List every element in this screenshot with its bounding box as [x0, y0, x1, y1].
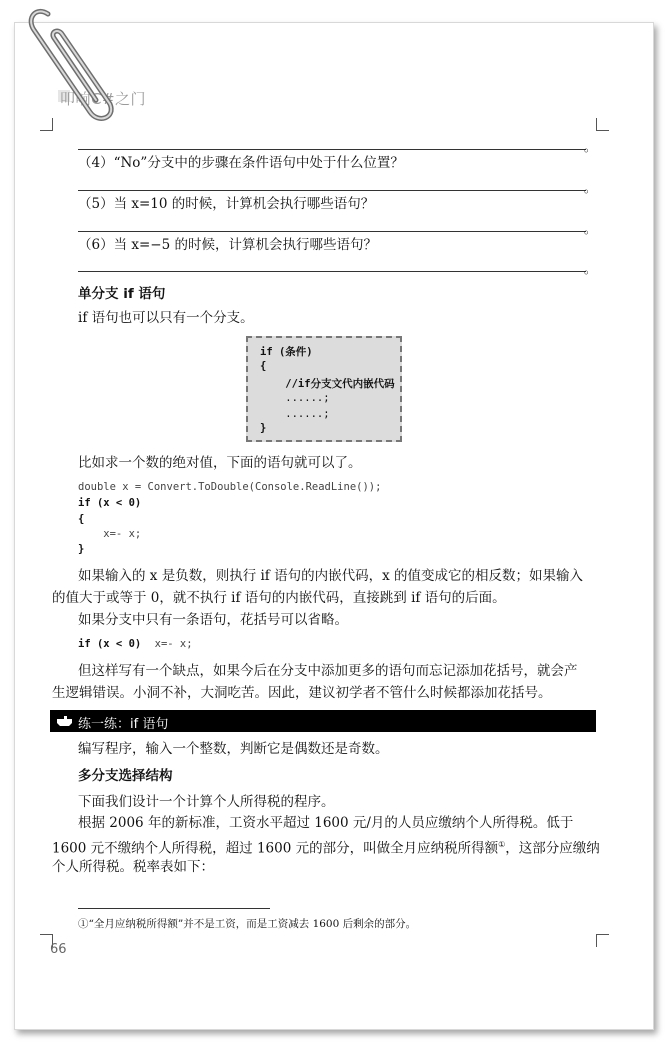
section2-para-line-2-text: 1600 元不缴纳个人所得税，超过 1600 元的部分，叫做全月应纳税所得额: [52, 840, 499, 857]
answer-end-mark: 。: [584, 181, 597, 195]
exercise-bar: [50, 710, 596, 732]
paragraph-2: 如果分支中只有一条语句，花括号可以省略。: [78, 612, 348, 628]
answer-line-1: [78, 149, 586, 150]
pointing-hand-icon: [56, 714, 74, 728]
paragraph-1-line-2: 的值大于或等于 0，就不执行 if 语句的内嵌代码，直接跳到 if 语句的后面。: [52, 590, 506, 606]
answer-end-mark: 。: [584, 140, 597, 154]
syntax-line: ......;: [260, 392, 330, 404]
paragraph-1-line-1: 如果输入的 x 是负数，则执行 if 语句的内嵌代码，x 的值变成它的相反数；如果输入: [78, 568, 583, 584]
footnote-rule: [78, 908, 270, 909]
section2-intro: 下面我们设计一个计算个人所得税的程序。: [78, 794, 335, 810]
short-code-keyword: if (x < 0): [78, 638, 142, 650]
footnote: ①“全月应纳税所得额”并不是工资，而是工资减去 1600 后剩余的部分。: [78, 918, 417, 930]
code-line: }: [78, 543, 85, 555]
section2-para-line-3: 个人所得税。税率表如下：: [52, 859, 214, 875]
answer-line-2: [78, 190, 586, 191]
exercise-text: 编写程序，输入一个整数，判断它是偶数还是奇数。: [78, 741, 389, 757]
running-header: 叩响C#之门: [60, 90, 147, 108]
section-heading-single-if: 单分支 if 语句: [78, 286, 166, 302]
footnote-reference: ①: [498, 840, 506, 849]
book-page: [14, 22, 654, 1030]
question-6: （6）当 x=−5 的时候，计算机会执行哪些语句？: [78, 237, 377, 253]
question-4: （4）“No”分支中的步骤在条件语句中处于什么位置？: [78, 155, 404, 171]
short-code-statement: x=- x;: [142, 638, 193, 650]
code-line: if (x < 0): [78, 497, 142, 509]
section2-para-line-2-end: ，这部分应缴纳: [505, 840, 600, 857]
answer-end-mark: 。: [584, 262, 597, 276]
paragraph-3-line-2: 生逻辑错误。小洞不补，大洞吃苦。因此，建议初学者不管什么时候都添加花括号。: [52, 685, 552, 701]
code-line: double x = Convert.ToDouble(Console.ReadLine());: [78, 481, 382, 493]
syntax-line: }: [260, 422, 267, 434]
example-intro: 比如求一个数的绝对值，下面的语句就可以了。: [78, 455, 362, 471]
answer-end-mark: 。: [584, 222, 597, 236]
section-heading-multi-branch: 多分支选择结构: [78, 768, 173, 784]
crop-mark-top-right: [596, 118, 609, 131]
paperclip-icon: [18, 0, 128, 130]
syntax-line: {: [260, 360, 267, 372]
crop-mark-bottom-right: [596, 934, 609, 947]
section2-para-line-2: [52, 836, 600, 858]
syntax-line: if (条件): [260, 346, 313, 358]
syntax-line: //if分支文代内嵌代码: [260, 378, 395, 390]
syntax-line: ......;: [260, 408, 330, 420]
section1-intro: if 语句也可以只有一个分支。: [78, 310, 254, 326]
page-number: 66: [50, 942, 67, 957]
paragraph-3-line-1: 但这样写有一个缺点，如果今后在分支中添加更多的语句而忘记添加花括号，就会产: [78, 663, 578, 679]
question-5: （5）当 x=10 的时候，计算机会执行哪些语句？: [78, 196, 375, 212]
code-line: x=- x;: [78, 528, 142, 540]
answer-line-3: [78, 231, 586, 232]
section2-para-line-1: 根据 2006 年的新标准，工资水平超过 1600 元/月的人员应缴纳个人所得税。低于: [78, 815, 574, 831]
code-line: {: [78, 513, 85, 525]
exercise-label: 练一练：if 语句: [78, 717, 169, 732]
syntax-box: [246, 336, 402, 442]
answer-line-4: [78, 271, 586, 272]
